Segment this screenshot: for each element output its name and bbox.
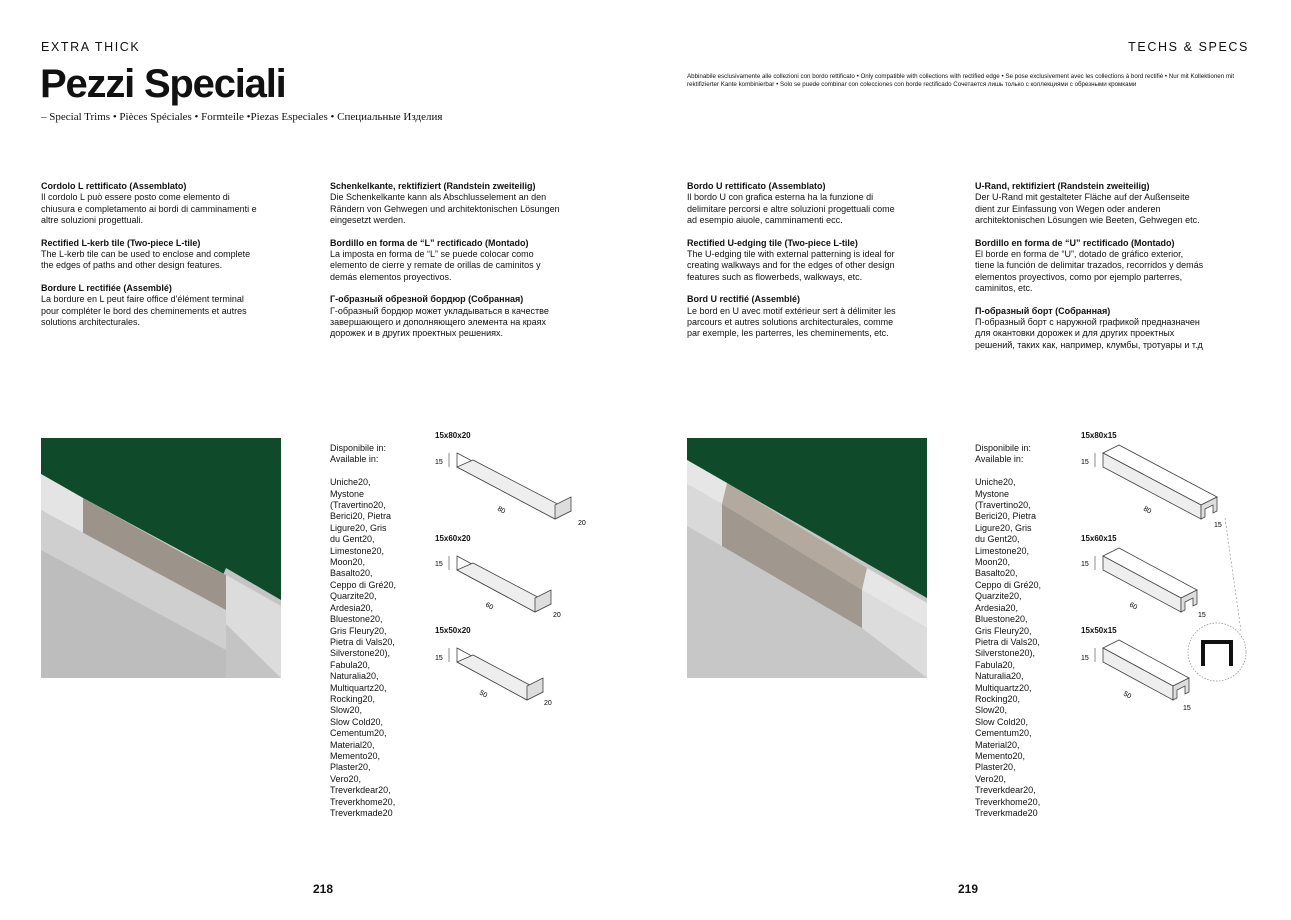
u-profile-detail-circle bbox=[1185, 516, 1251, 686]
text-item bbox=[687, 294, 957, 340]
dim-height: 15 bbox=[435, 655, 443, 662]
l-kerb-render-image bbox=[41, 438, 281, 678]
item-text: Г-образный бордюр может укладываться в качестве завершающего и дополняющего элемента на краях дорожек и в других проектных решениях. bbox=[330, 305, 549, 339]
text-item bbox=[41, 238, 311, 272]
item-heading: Cordolo L rettificato (Assemblato) bbox=[41, 181, 187, 191]
item-text: Il bordo U con grafica esterna ha la funzione di delimitare percorsi e altre soluzioni progettuali come ad esempio aiuole, camminamenti ecc. bbox=[687, 192, 895, 226]
dim-length: 50 bbox=[1122, 690, 1133, 701]
dim-depth: 20 bbox=[544, 700, 552, 707]
dim-length: 80 bbox=[1142, 505, 1153, 516]
item-text: The U-edging tile with external patterning is ideal for creating walkways and for the edges of other design features such as flowerbeds, walkways, etc. bbox=[687, 249, 895, 282]
text-item bbox=[330, 294, 620, 340]
size-label: 15x50x20 bbox=[435, 626, 471, 635]
dim-length: 80 bbox=[496, 505, 507, 516]
text-item bbox=[41, 283, 311, 329]
size-label: 15x80x15 bbox=[1081, 431, 1117, 440]
section-kicker: EXTRA THICK bbox=[41, 40, 141, 54]
size-label: 15x60x20 bbox=[435, 534, 471, 543]
dim-height: 15 bbox=[435, 561, 443, 568]
item-text: П-образный борт с наружной графикой предназначен для окантовки дорожек и для других проектных решений, таких как, например, клумбы, тротуары и т.д bbox=[975, 317, 1203, 350]
text-item bbox=[330, 238, 620, 284]
page-number-right: 219 bbox=[958, 882, 979, 896]
dim-height: 15 bbox=[435, 459, 443, 466]
text-item bbox=[975, 181, 1265, 227]
item-heading: Rectified U-edging tile (Two-piece L-tile) bbox=[687, 237, 858, 248]
item-heading: П-образный борт (Собранная) bbox=[975, 305, 1111, 316]
page-number-left: 218 bbox=[313, 882, 334, 896]
text-item bbox=[975, 306, 1265, 352]
item-heading: Bordure L rectifiée (Assemblé) bbox=[41, 282, 172, 293]
dim-height: 15 bbox=[1081, 459, 1089, 466]
dim-height: 15 bbox=[1081, 655, 1089, 662]
text-item bbox=[687, 238, 957, 284]
u-edge-render-image bbox=[687, 438, 927, 678]
l-tile-diagram-80 bbox=[435, 443, 595, 531]
compatibility-note: Abbinabile esclusivamente alle collezioni con bordo rettificato • Only compatible with collections with rectified edge • Se pose exclusivement avec les collections à bord rectifié • Nur mit Kollektionen mit rektifizierter Kante kombinierbar • Solo se puede combinar con colecciones con borde rectificado Сочетается лишь только с коллекциями с обрезными кромками bbox=[687, 73, 1235, 89]
dim-depth: 20 bbox=[578, 520, 586, 527]
u-size-diagrams bbox=[1081, 431, 1251, 721]
item-text: Die Schenkelkante kann als Abschlusselement an den Rändern von Gehwegen und architektonischen Lösungen eingesetzt werden. bbox=[330, 192, 560, 226]
item-heading: Bordillo en forma de “L” rectificado (Montado) bbox=[330, 237, 529, 248]
page-subtitle: – Special Trims • Pièces Spéciales • Formteile •Piezas Especiales • Специальные Изделия bbox=[41, 111, 443, 123]
item-text: El borde en forma de “U”, dotado de gráfico exterior, tiene la función de delimitar trazados, recorridos y demás elementos proyectivos, como por ejemplo parterres, caminitos, etc. bbox=[975, 249, 1204, 294]
page-title: Pezzi Speciali bbox=[40, 62, 286, 106]
left-col2-text bbox=[330, 181, 620, 351]
text-item bbox=[975, 238, 1265, 295]
dim-depth: 15 bbox=[1214, 522, 1222, 529]
dim-depth: 15 bbox=[1183, 705, 1191, 712]
item-heading: Rectified L-kerb tile (Two-piece L-tile) bbox=[41, 237, 201, 248]
dim-length: 60 bbox=[484, 601, 495, 612]
item-heading: Г-образный обрезной бордюр (Собранная) bbox=[330, 294, 524, 305]
item-text: Le bord en U avec motif extérieur sert à délimiter les parcours et autres solutions architecturales, comme par exemple, les parterres, les cheminements, etc. bbox=[687, 305, 896, 339]
item-heading: Bordo U rettificato (Assemblato) bbox=[687, 181, 826, 191]
availability-list-right: Disponibile in: Available in: Uniche20, Mystone (Travertino20, Berici20, Pietra Ligure20, Gris du Gent20, Limestone20, Moon20, Basalto20, Ceppo di Gré20, Quarzite20, Ardesia20, Bluestone20, Gris Fleury20, Pietra di Vals20, Silverstone20), Fabula20, Naturalia20, Multiquartz20, Rocking20, Slow20, Slow Cold20, Cementum20, Material20, Memento20, Plaster20, Vero20, Treverkdear20, Treverkhome20, Treverkmade20 bbox=[975, 443, 1042, 818]
item-heading: Bordillo en forma de “U” rectificado (Montado) bbox=[975, 237, 1175, 248]
text-item bbox=[41, 181, 311, 227]
dim-depth: 20 bbox=[553, 612, 561, 619]
dim-depth: 15 bbox=[1198, 612, 1206, 619]
size-label: 15x50x15 bbox=[1081, 626, 1117, 635]
left-col1-text bbox=[41, 181, 311, 339]
item-text: Der U-Rand mit gestalteter Fläche auf der Außenseite dient zur Einfassung von Wegen oder anderen architektonischen Lösungen wie Beeten, Gehwegen etc. bbox=[975, 192, 1200, 226]
dim-height: 15 bbox=[1081, 561, 1089, 568]
section-kicker-right: TECHS & SPECS bbox=[1128, 40, 1249, 54]
item-heading: Schenkelkante, rektifiziert (Randstein zweiteilig) bbox=[330, 181, 536, 191]
text-item bbox=[687, 181, 957, 227]
availability-list-left: Disponibile in: Available in: Uniche20, Mystone (Travertino20, Berici20, Pietra Ligure20, Gris du Gent20, Limestone20, Moon20, Basalto20, Ceppo di Gré20, Quarzite20, Ardesia20, Bluestone20, Gris Fleury20, Pietra di Vals20, Silverstone20), Fabula20, Naturalia20, Multiquartz20, Rocking20, Slow20, Slow Cold20, Cementum20, Material20, Memento20, Plaster20, Vero20, Treverkdear20, Treverkhome20, Treverkmade20 bbox=[330, 443, 397, 818]
l-tile-diagram-50 bbox=[435, 638, 595, 716]
dim-length: 50 bbox=[478, 689, 489, 700]
item-text: La imposta en forma de “L” se puede colocar como elemento de cierre y remate de orillas de caminitos y demás elementos proyectivos. bbox=[330, 249, 541, 282]
item-heading: Bord U rectifié (Assemblé) bbox=[687, 294, 801, 305]
dim-length: 60 bbox=[1128, 601, 1139, 612]
item-text: Il cordolo L può essere posto come elemento di chiusura e completamento ai bordi di camminamenti e altre soluzioni progettuali. bbox=[41, 192, 257, 226]
item-heading: U-Rand, rektifiziert (Randstein zweiteilig) bbox=[975, 181, 1150, 191]
item-text: The L-kerb tile can be used to enclose and complete the edges of paths and other design features. bbox=[41, 249, 251, 271]
size-label: 15x80x20 bbox=[435, 431, 471, 440]
item-text: La bordure en L peut faire office d'élément terminal pour compléter le bord des cheminements et autres solutions architecturales. bbox=[41, 294, 247, 328]
size-label: 15x60x15 bbox=[1081, 534, 1117, 543]
right-col1-text bbox=[687, 181, 957, 351]
text-item bbox=[330, 181, 620, 227]
l-size-diagrams bbox=[435, 431, 595, 721]
right-col2-text bbox=[975, 181, 1265, 362]
l-tile-diagram-60 bbox=[435, 546, 595, 624]
